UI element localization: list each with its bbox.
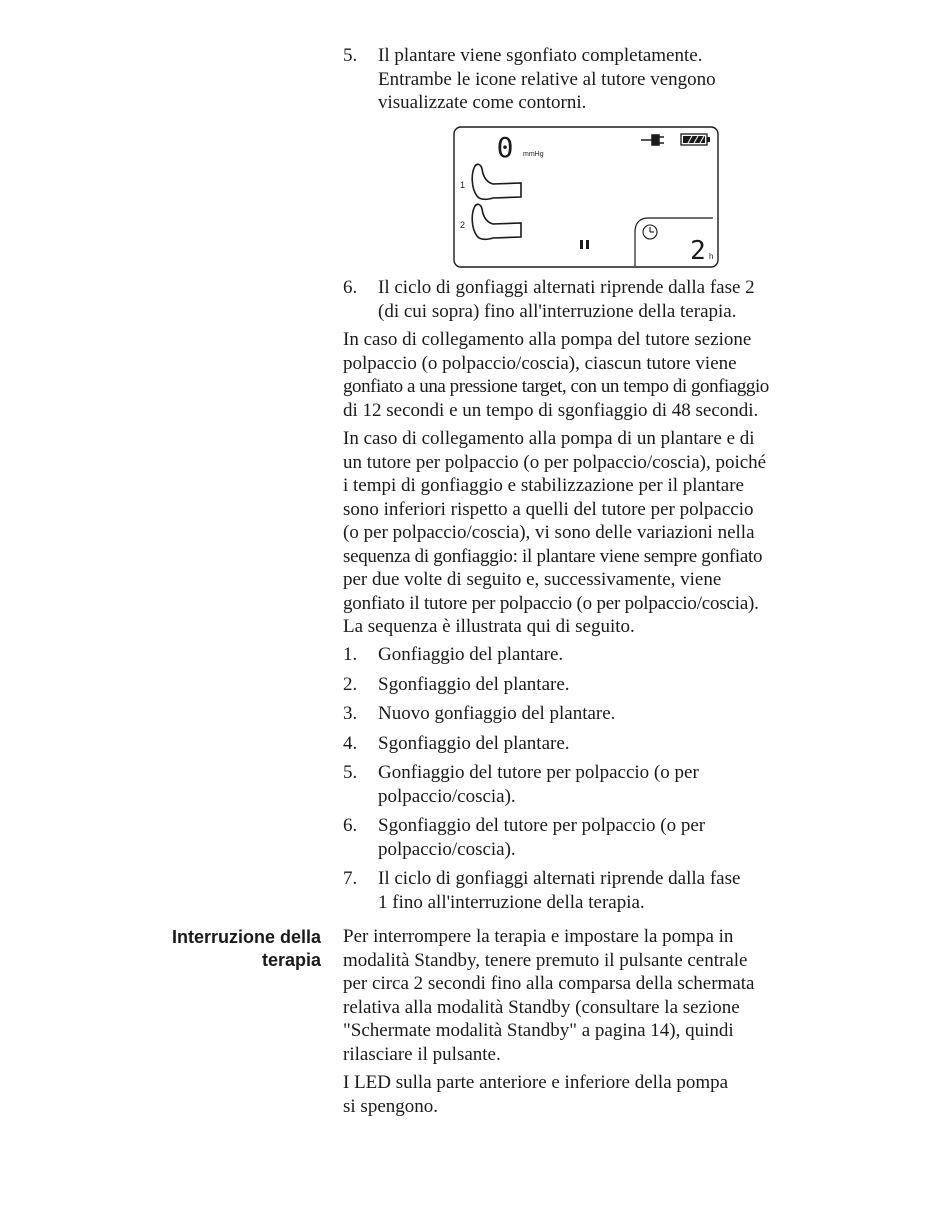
list-text-line: polpaccio/coscia). bbox=[378, 838, 516, 860]
list-b bbox=[343, 643, 833, 914]
list-text-line: Gonfiaggio del plantare. bbox=[378, 644, 564, 665]
paragraph-line: relativa alla modalità Standby (consultare la sezione bbox=[343, 996, 740, 1018]
list-text-line: Sgonfiaggio del tutore per polpaccio (o per bbox=[378, 815, 706, 836]
list-text-line: Nuovo gonfiaggio del plantare. bbox=[378, 703, 616, 724]
section-heading-line: terapia bbox=[261, 950, 321, 970]
list-item bbox=[343, 867, 833, 914]
list-number: 6. bbox=[343, 277, 358, 298]
list-text-line: visualizzate come contorni. bbox=[378, 92, 587, 113]
paragraph-line: gonfiato a una pressione target, con un tempo di gonfiaggio bbox=[343, 376, 769, 397]
pressure-unit: mmHg bbox=[523, 151, 544, 158]
paragraph-line: per due volte di seguito e, successivamente, viene bbox=[343, 569, 722, 590]
list-item bbox=[343, 814, 833, 861]
paragraph-line: "Schermate modalità Standby" a pagina 14), quindi bbox=[343, 1020, 734, 1041]
list-text-line: polpaccio/coscia). bbox=[378, 785, 516, 807]
list-text-line: Il ciclo di gonfiaggi alternati riprende dalla fase 2 bbox=[378, 277, 755, 298]
list-number: 5. bbox=[343, 45, 358, 66]
list-a bbox=[343, 44, 833, 115]
list-item bbox=[343, 643, 833, 667]
section-heading bbox=[121, 926, 321, 972]
garment-label-1: 1 bbox=[460, 180, 466, 190]
paragraph-line: (o per polpaccio/coscia), vi sono delle variazioni nella bbox=[343, 522, 755, 543]
timer-unit: h bbox=[709, 252, 714, 261]
paragraph-line: un tutore per polpaccio (o per polpaccio/coscia), poiché bbox=[343, 451, 767, 473]
paragraph-line: si spengono. bbox=[343, 1095, 438, 1117]
paragraph-line: gonfiato il tutore per polpaccio (o per polpaccio/coscia). bbox=[343, 592, 759, 614]
list-number: 3. bbox=[343, 703, 358, 724]
list-text-line: Entrambe le icone relative al tutore vengono bbox=[378, 68, 716, 90]
paragraph-line: In caso di collegamento alla pompa del tutore sezione bbox=[343, 329, 752, 350]
list-text-line: Il plantare viene sgonfiato completamente. bbox=[378, 45, 703, 66]
paragraph-line: di 12 secondi e un tempo di sgonfiaggio di 48 secondi. bbox=[343, 399, 759, 421]
pressure-value: 0 bbox=[496, 131, 514, 164]
garment-label-2: 2 bbox=[460, 220, 466, 230]
paragraph-line: i tempi di gonfiaggio e stabilizzazione per il plantare bbox=[343, 475, 744, 496]
paragraph-line: modalità Standby, tenere premuto il pulsante centrale bbox=[343, 949, 748, 971]
list-text-line: Sgonfiaggio del plantare. bbox=[378, 673, 570, 695]
section-heading-line: Interruzione della bbox=[171, 927, 321, 947]
list-item bbox=[343, 761, 833, 808]
paragraph bbox=[343, 328, 833, 422]
list-text-line: Il ciclo di gonfiaggi alternati riprende dalla fase bbox=[378, 868, 741, 889]
lcd-display-illustration bbox=[453, 126, 719, 268]
list-item bbox=[343, 702, 833, 726]
list-text-line: Sgonfiaggio del plantare. bbox=[378, 732, 570, 754]
list-text-line: (di cui sopra) fino all'interruzione della terapia. bbox=[378, 300, 737, 322]
paragraph bbox=[343, 427, 833, 639]
paragraph-line: sono inferiori rispetto a quelli del tutore per polpaccio bbox=[343, 498, 754, 520]
paragraph-line: rilasciare il pulsante. bbox=[343, 1043, 501, 1065]
list-item bbox=[343, 732, 833, 756]
list-text-line: Gonfiaggio del tutore per polpaccio (o per bbox=[378, 762, 699, 783]
paragraph-line: Per interrompere la terapia e impostare la pompa in bbox=[343, 926, 734, 947]
paragraph-line: sequenza di gonfiaggio: il plantare viene sempre gonfiato bbox=[343, 545, 763, 567]
paragraph-line: per circa 2 secondi fino alla comparsa della schermata bbox=[343, 973, 755, 994]
list-number: 5. bbox=[343, 762, 358, 783]
list-item bbox=[343, 276, 833, 323]
paragraph-line: polpaccio (o polpaccio/coscia), ciascun tutore viene bbox=[343, 352, 737, 374]
list-number: 7. bbox=[343, 868, 358, 889]
paragraph-line: I LED sulla parte anteriore e inferiore della pompa bbox=[343, 1072, 729, 1093]
list-text-line: 1 fino all'interruzione della terapia. bbox=[378, 891, 645, 913]
list-item bbox=[343, 44, 833, 115]
list-number: 2. bbox=[343, 673, 358, 695]
list-number: 4. bbox=[343, 732, 358, 754]
paragraph-line: La sequenza è illustrata qui di seguito. bbox=[343, 616, 635, 637]
list-number: 6. bbox=[343, 815, 358, 836]
section-paragraph bbox=[343, 925, 833, 1066]
timer-value: 2 bbox=[690, 236, 706, 266]
list-item bbox=[343, 673, 833, 697]
list-number: 1. bbox=[343, 644, 358, 665]
list-a-continued bbox=[343, 276, 833, 323]
section-paragraph bbox=[343, 1071, 833, 1118]
paragraph-line: In caso di collegamento alla pompa di un plantare e di bbox=[343, 428, 755, 449]
